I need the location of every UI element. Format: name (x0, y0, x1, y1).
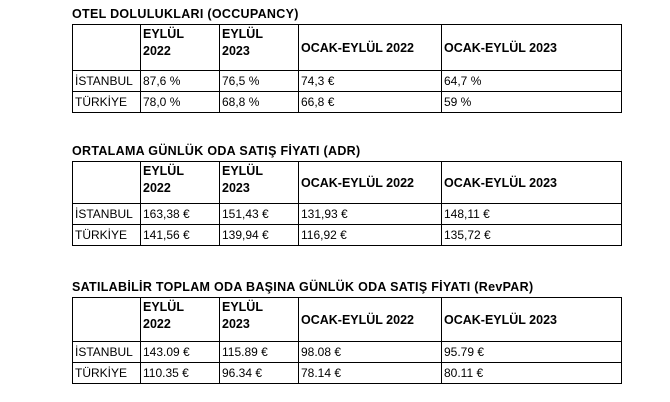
table-row (73, 92, 622, 113)
header-cell: OCAK-EYLÜL 2023 (442, 298, 622, 342)
revpar-section (72, 279, 622, 384)
cell-value: 143.09 € (141, 342, 220, 363)
row-label: TÜRKİYE (73, 225, 141, 246)
occupancy-section (72, 6, 622, 113)
cell-value: 98.08 € (299, 342, 442, 363)
table-row (73, 204, 622, 225)
cell-value: 76,5 % (220, 71, 299, 92)
cell-value: 96.34 € (220, 363, 299, 384)
cell-value: 163,38 € (141, 204, 220, 225)
cell-value: 115.89 € (220, 342, 299, 363)
cell-value: 141,56 € (141, 225, 220, 246)
header-cell: EYLÜL 2022 (141, 25, 220, 71)
adr-section (72, 143, 622, 246)
header-cell: EYLÜL 2022 (141, 298, 220, 342)
header-cell: OCAK-EYLÜL 2022 (299, 298, 442, 342)
cell-value: 151,43 € (220, 204, 299, 225)
cell-value: 131,93 € (299, 204, 442, 225)
cell-value: 80.11 € (442, 363, 622, 384)
row-label: TÜRKİYE (73, 92, 141, 113)
header-cell: OCAK-EYLÜL 2023 (442, 162, 622, 204)
cell-value: 135,72 € (442, 225, 622, 246)
header-row (73, 25, 622, 71)
header-row (73, 298, 622, 342)
cell-value: 95.79 € (442, 342, 622, 363)
cell-value: 139,94 € (220, 225, 299, 246)
header-cell: EYLÜL 2023 (220, 25, 299, 71)
cell-value: 148,11 € (442, 204, 622, 225)
occupancy-table (72, 24, 622, 113)
row-label: İSTANBUL (73, 204, 141, 225)
cell-value: 64,7 % (442, 71, 622, 92)
header-empty-cell (73, 298, 141, 342)
header-cell: OCAK-EYLÜL 2022 (299, 162, 442, 204)
header-cell: EYLÜL 2023 (220, 298, 299, 342)
cell-value: 59 % (442, 92, 622, 113)
row-label: TÜRKİYE (73, 363, 141, 384)
cell-value: 87,6 % (141, 71, 220, 92)
header-cell: EYLÜL 2023 (220, 162, 299, 204)
table-row (73, 342, 622, 363)
row-label: İSTANBUL (73, 71, 141, 92)
table-row (73, 363, 622, 384)
cell-value: 110.35 € (141, 363, 220, 384)
section-title: ORTALAMA GÜNLÜK ODA SATIŞ FİYATI (ADR) (72, 144, 361, 158)
table-row (73, 225, 622, 246)
cell-value: 116,92 € (299, 225, 442, 246)
cell-value: 78,0 % (141, 92, 220, 113)
section-title: SATILABİLİR TOPLAM ODA BAŞINA GÜNLÜK ODA SATIŞ FİYATI (RevPAR) (72, 280, 534, 294)
cell-value: 68,8 % (220, 92, 299, 113)
header-empty-cell (73, 162, 141, 204)
cell-value: 74,3 € (299, 71, 442, 92)
table-row (73, 71, 622, 92)
header-row (73, 162, 622, 204)
cell-value: 66,8 € (299, 92, 442, 113)
header-empty-cell (73, 25, 141, 71)
adr-table (72, 161, 622, 246)
cell-value: 78.14 € (299, 363, 442, 384)
revpar-table (72, 297, 622, 384)
header-cell: OCAK-EYLÜL 2022 (299, 25, 442, 71)
header-cell: OCAK-EYLÜL 2023 (442, 25, 622, 71)
row-label: İSTANBUL (73, 342, 141, 363)
section-title: OTEL DOLULUKLARI (OCCUPANCY) (72, 7, 299, 21)
header-cell: EYLÜL 2022 (141, 162, 220, 204)
